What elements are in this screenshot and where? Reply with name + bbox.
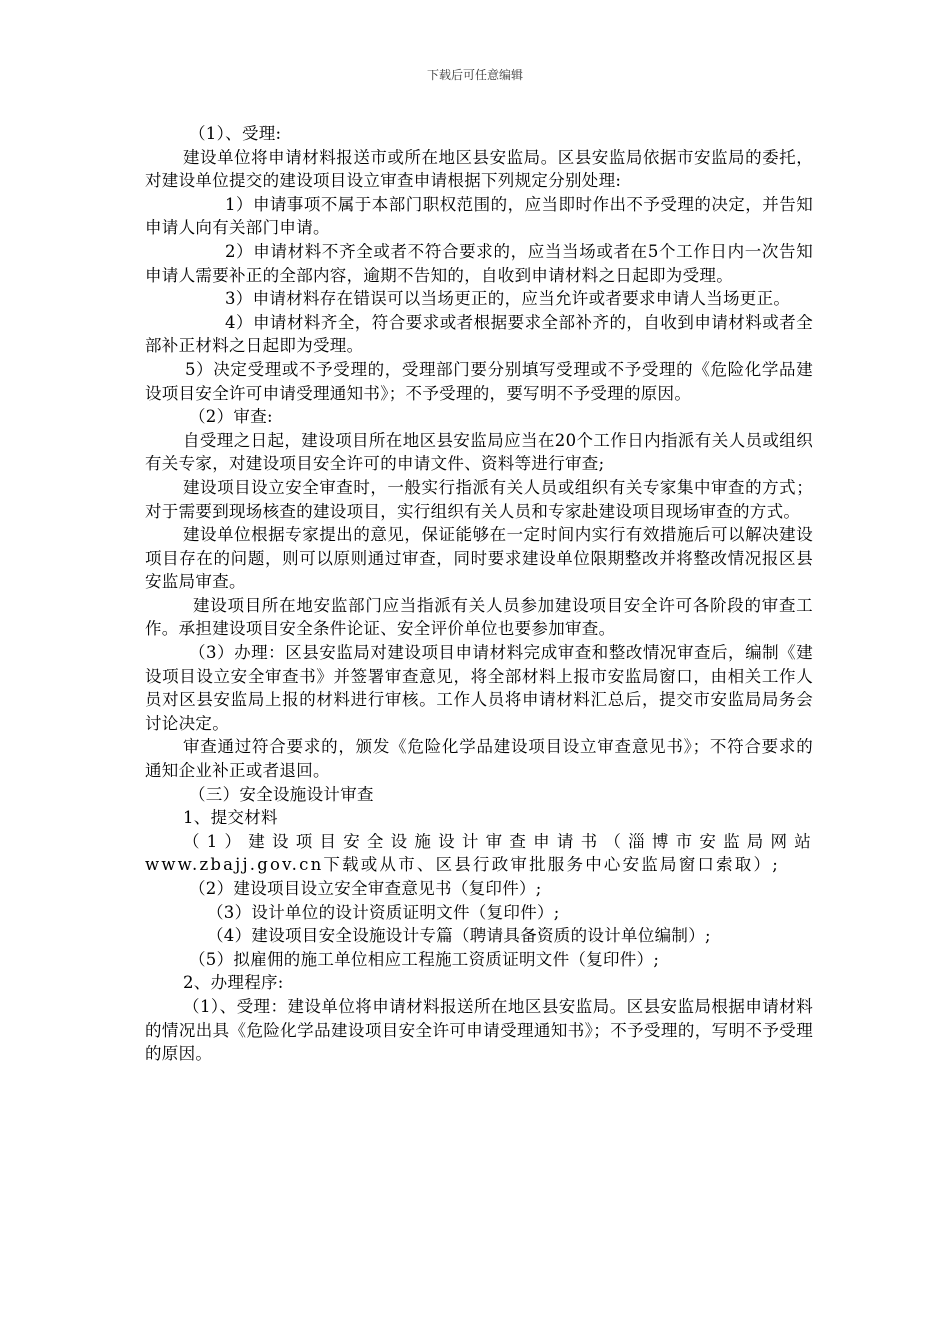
paragraph: （1）、受理：建设单位将申请材料报送所在地区县安监局。区县安监局根据申请材料的情况出具《危险化学品建设项目安全许可申请受理通知书》；不予受理的，写明不予受理的原因。 bbox=[145, 996, 813, 1064]
paragraph: 2、办理程序: bbox=[183, 973, 284, 993]
paragraph: （1）、受理: bbox=[189, 124, 282, 143]
paragraph: 1、提交材料 bbox=[183, 808, 278, 828]
paragraph: 2）申请材料不齐全或者不符合要求的，应当当场或者在5个工作日内一次告知申请人需要补正的全部内容，逾期不告知的，自收到申请材料之日起即为受理。 bbox=[145, 241, 813, 285]
paragraph: （2）审查: bbox=[189, 407, 273, 427]
paragraph: 4）申请材料齐全，符合要求或者根据要求全部补齐的，自收到申请材料或者全部补正材料之日起即为受理。 bbox=[145, 312, 813, 356]
paragraph: 1）申请事项不属于本部门职权范围的，应当即时作出不予受理的决定，并告知申请人向有关部门申请。 bbox=[145, 194, 813, 238]
paragraph: （4）建设项目安全设施设计专篇（聘请具备资质的设计单位编制）; bbox=[207, 926, 711, 946]
paragraph: （2）建设项目设立安全审查意见书（复印件）; bbox=[189, 879, 542, 898]
paragraph: 建设单位将申请材料报送市或所在地区县安监局。区县安监局依据市安监局的委托，对建设单位提交的建设项目设立审查申请根据下列规定分别处理: bbox=[145, 147, 813, 191]
paragraph: （1）建设项目安全设施设计审查申请书（淄博市安监局网站www.zbajj.gov.cn下载或从市、区县行政审批服务中心安监局窗口索取）; bbox=[145, 831, 813, 875]
paragraph: （3）办理：区县安监局对建设项目申请材料完成审查和整改情况审查后，编制《建设项目设立安全审查书》并签署审查意见，将全部材料上报市安监局窗口，由相关工作人员对区县安监局上报的材料进行审核。工作人员将申请材料汇总后，提交市安监局局务会讨论决定。 bbox=[145, 643, 813, 733]
paragraph: 建设单位根据专家提出的意见，保证能够在一定时间内实行有效措施后可以解决建设项目存在的问题，则可以原则通过审查，同时要求建设单位限期整改并将整改情况报区县安监局审查。 bbox=[145, 525, 813, 592]
paragraph: （三）安全设施设计审查 bbox=[189, 784, 374, 804]
paragraph: 建设项目所在地安监部门应当指派有关人员参加建设项目安全许可各阶段的审查工作。承担建设项目安全条件论证、安全评价单位也要参加审查。 bbox=[145, 595, 813, 639]
paragraph: 建设项目设立安全审查时，一般实行指派有关人员或组织有关专家集中审查的方式；对于需要到现场核查的建设项目，实行组织有关人员和专家赴建设项目现场审查的方式。 bbox=[145, 477, 813, 521]
paragraph: 审查通过符合要求的，颁发《危险化学品建设项目设立审查意见书》；不符合要求的通知企业补正或者退回。 bbox=[145, 737, 813, 781]
page-header: 下载后可任意编辑 bbox=[426, 68, 523, 82]
paragraph: （3）设计单位的设计资质证明文件（复印件）; bbox=[207, 902, 560, 922]
paragraph: （5）拟雇佣的施工单位相应工程施工资质证明文件（复印件）; bbox=[189, 949, 660, 969]
paragraph: 5）决定受理或不予受理的，受理部门要分别填写受理或不予受理的《危险化学品建设项目安全许可申请受理通知书》；不予受理的，要写明不予受理的原因。 bbox=[145, 359, 813, 403]
paragraph: 3）申请材料存在错误可以当场更正的，应当允许或者要求申请人当场更正。 bbox=[225, 289, 791, 309]
paragraph: 自受理之日起，建设项目所在地区县安监局应当在20个工作日内指派有关人员或组织有关专家，对建设项目安全许可的申请文件、资料等进行审查; bbox=[145, 430, 813, 474]
document-body bbox=[145, 122, 813, 1066]
